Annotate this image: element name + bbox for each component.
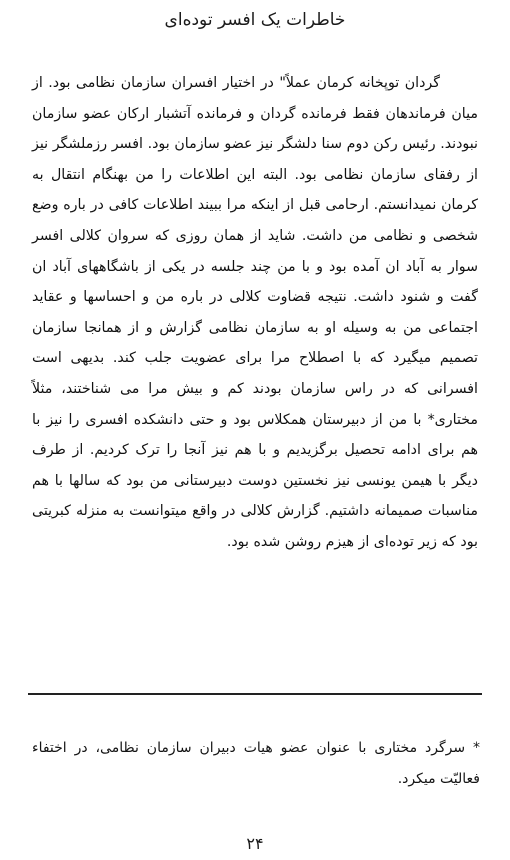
running-head-title: خاطرات یک افسر توده‌ای — [164, 10, 346, 30]
footnote-text: * سرگرد مختاری با عنوان عضو هیات دبیران سازمان نظامی، در اختفاء فعالیّت میکرد. — [32, 740, 480, 787]
footnote-block — [32, 733, 480, 795]
body-paragraph: گردان توپخانه کرمان عملاً" در اختیار افسران سازمان نظامی بود. از میان فرماندهان فقط فرمانده گردان و فرمانده آتشبار ارکان عضو سازمان نبودند. رئیس رکن دوم سنا دلشگر نیز عضو سازمان بود. افسر رزملشگر نیز از رفقای سازمان نظامی بود. البته این اطلاعات را من بهنگام انتقال به کرمان نمیدانستم. ارحامی قبل از اینکه مرا ببیند اطلاعات کافی در باره وضع شخصی و نظامی من داشت. شاید از همان روزی که سروان کلالی افسر سوار به آباد ان آمده بود و با من چند جلسه در یکی از باشگاههای آباد ان گفت و شنود داشت. نتیجه قضاوت کلالی در باره من و احساسها و عقاید اجتماعی من به وسیله او به سازمان نظامی گزارش و از همانجا سازمان تصمیم میگیرد که با اصطلاح مرا برای عضویت جلب کند. بدیهی است افسرانی که در راس سازمان بودند کم و بیش مرا می شناختند، مثلاً مختاری* با من از دبیرستان همکلاس بود و حتی دانشکده افسری را نیز با هم برای ادامه تحصیل برگزیدیم و با هم نیز آنجا را ترک کردیم. از طرف دیگر با هیمن یونسی نیز نخستین دوست دبیرستانی من بود که سالها با هم مناسبات صمیمانه داشتیم. گزارش کلالی در واقع میتوانست به منزله کبریتی بود که زیر توده‌ای از هیزم روشن شده بود. — [32, 75, 478, 550]
main-text-block — [32, 68, 478, 558]
footnote-divider — [28, 693, 482, 695]
page-number: ۲۴ — [246, 834, 264, 853]
